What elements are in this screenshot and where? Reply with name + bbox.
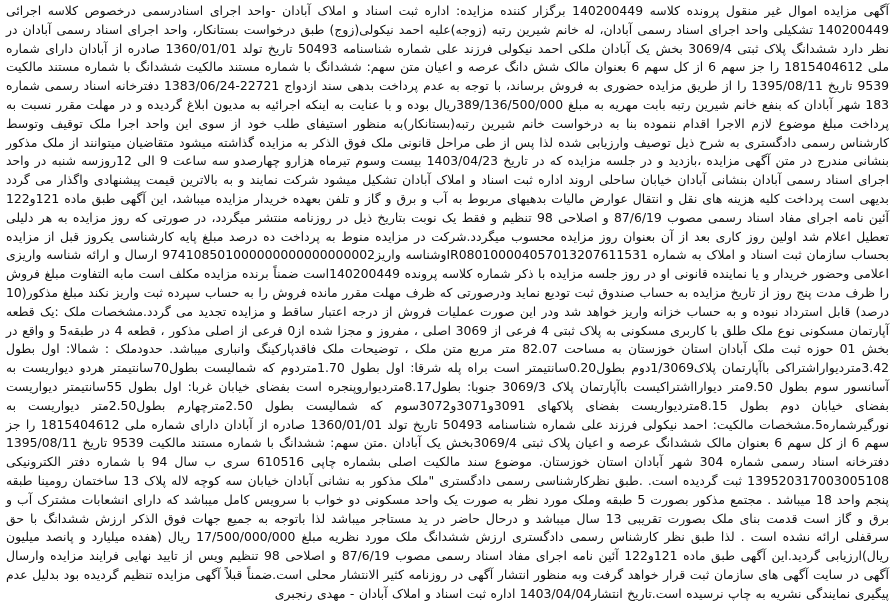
auction-notice-text: آگهی مزایده اموال غیر منقول پرونده کلاسه 140200449 برگزار کننده مزایده: اداره ثبت اسناد و املاک آبادان -واحد اجرای اسنادرسمی درخصوص کلاسه اجرائی 140200449 تشکیلی واحد اجرای اسناد رسمی آبادان، له خانم شیرین رتبه (زوجه)علیه احمد نیکولی(زوج) طبق درخواست بستانکار، واحد اجرای اسناد رسمی آبادان در نظر دارد ششدانگ پلاک ثبتی 3069/4 بخش یک آبادان ملکی احمد نیکولی فرزند علی شماره شناسنامه 50493 تاریخ تولد 1360/01/01 صادره از آبادان دارای شماره ملی 1815404612 را جز سهم 6 از کل سهم 6 بعنوان مالک شش دانگ عرصه و اعیان متن سهم: ششدانگ با شماره مستند مالکیت ششدانگ با شماره مستند مالکیت 9539 تاریخ 1395/08/11 را از طریق مزایده حضوری به فروش برساند، با توجه به عدم پرداخت بدهی سند ازدواج 22721-1383/06/24 دفترخانه اسناد رسمی شماره 183 شهر آبادان که بنفع خانم شیرین رتبه بابت مهریه به مبلغ 389/136/500/000ریال بوده و با عنایت به اینکه اجرائیه به مدیون ابلاغ گردیده و در مهلت مقرر نسبت به پرداخت مبلغ موضوع لازم الاجرا اقدام ننموده بنا به درخواست خانم شیرین رتبه(بستانکار)به منظور استیفای طلب خود از سوی این واحد اجرا ملک توقیف وتوسط کارشناس رسمی دادگستری به شرح ذیل توصیف وارزیابی شده لذا پس از طی مراحل قانونی ملک فوق الذکر به مزایده گذاشته میشود متقاضیان میتوانند از ملک مذکور بنشانی مندرج در متن آگهی مزایده ،بازدید و در جلسه مزایده که در تاریخ 1403/04/23 بیست وسوم تیرماه هزارو چهارصدو سه ساعت 9 الی 12روزسه شنبه در واحد اجرای اسناد رسمی آبادان بنشانی آبادان خیابان ساحلی اروند اداره ثبت اسناد و املاک آبادان تشکیل میشود شرکت نمایند و به بالاترین قیمت پیشنهادی واگذار می گردد بدیهی است پرداخت کلیه هزینه های نقل و انتقال عوارض مالیات بدهیهای مربوط به آب و برق و گاز و تلفن بعهده خریدار مزایده میباشد، این آگهی طبق ماده 121و122 آئین نامه اجرای مفاد اسناد رسمی مصوب 87/6/19 و اصلاحی 98 تنظیم و فقط یک نوبت بتاریخ ذیل در روزنامه منتشر میگردد، در صورتی که روز مزایده به هر دلیلی تعطیل اعلام شد اولین روز کاری بعد از آن بعنوان روز مزایده محسوب میگردد.شرکت در مزایده منوط به پرداخت ده درصد مبلغ پایه کارشناسی یکروز قبل از مزایده بحساب سازمان ثبت اسناد و املاک به شماره IR080100004057013207611531وشناسه واریز974108501000000000000000002 ارسال و ارائه شناسه واریزی اعلامی وحضور خریدار و یا نماینده قانونی او در روز جلسه مزایده با ذکر شماره کلاسه پرونده 140200449است ضمناً برنده مزایده مکلف است مابه التفاوت مبلغ فروش را ظرف مدت پنج روز از تاریخ مزایده به حساب صندوق ثبت تودیع نماید ودرصورتی که ظرف مهلت مقرر مانده فروش را به حساب سپرده ثبت واریز نکند مبلغ مذکور(10 درصد) قابل استرداد نبوده و به حساب خزانه واریز خواهد شد ودر این صورت عملیات فروش از درجه اعتبار ساقط و مزایده تجدید می گردد.مشخصات ملک :یک قطعه آپارتمان مسکونی نوع ملک طلق با کاربری مسکونی به پلاک ثبتی 4 فرعی از 3069 اصلی ، مفروز و مجزا شده از0 فرعی از اصلی مذکور ، قطعه 4 در طبقه5 و واقع در بخش 01 حوزه ثبت ملک آبادان استان خوزستان به مساحت 82.07 متر مربع متن ملک ، توضیحات ملک فاقدپارکینگ وانباری میباشد. حدودملک : شمالا: اول بطول 3.42متردیواراشتراکی باآپارتمان پلاک1/3069دوم بطول0.20سانتیمتر است براه پله شرقا: اول بطول 1.70متردوم که شمالیست بطول70سانتیمتر هردو دیواریست به آسانسور سوم بطول 9.50متر دیوارااشتراکیست باآپارتمان پلاک 3069/3 جنوبا: بطول8.17متردیواروپنجره است بفضای خیابان غربا: اول بطول 55سانتیمتر دیواریست بفضای خیابان دوم بطول 8.15متردیواریست بفضای پلاکهای 3091و3071و3072سوم که شمالیست بطول 2.50مترچهارم بطول2.50متر دیواریست به نورگیرشماره5.مشخصات مالکیت: احمد نیکولی فرزند علی شماره شناسنامه 50493 تاریخ تولد 1360/01/01 صادره از آبادان دارای شماره ملی 1815404612 را جز سهم 6 از کل سهم 6 بعنوان مالک ششدانگ عرصه و اعیان پلاک ثبتی 3069/4بخش یک آبادان .متن سهم: ششدانگ با شماره مستند مالکیت 9539 تاریخ 1395/08/11 دفترخانه اسناد رسمی شماره 304 شهر آبادان استان خوزستان. موضوع سند مالکیت اصلی بشماره چاپی 610516 سری ب سال 94 با شماره دفتر الکترونیکی 139520317003005108 ثبت گردیده است. .طبق نظرکارشناسی رسمی دادگستری "ملک مذکور به نشانی آبادان خیابان سه کوچه لاله پلاک 13 ساختمان رومینا طبقه پنجم واحد 18 میباشد . مجتمع مذکور بصورت 5 طبقه وملک مورد نظر به صورت یک واحد مسکونی دو خواب با سرویس کامل میباشد که دارای انشعابات مشترک آب و برق و گاز است قدمت بنای ملک بصورت تقریبی 13 سال میباشد و درحال حاضر در ید مستاجر میباشد لذا باتوجه به جمیع جهات فوق الذکر ارزش ششدانگ با حق سرقفلی ارائه نشده است . لذا طبق نظر کارشناس رسمی دادگستری ارزش ششدانگ ملک مورد نظریه مبلغ 17/500/000/000 ریال (هفده میلیارد و پانصد میلیون ریال)ارزیابی گردید.این آگهی طبق ماده 121و122 آئین نامه اجرای مفاد اسناد رسمی مصوب 87/6/19 و اصلاحی 98 تنظیم ویس از تایید نهایی فرایند مزایده وارسال آگهی در سایت آگهی های سازمان ثبت قرار خواهد گرفت وبه منظور انتشار آگهی در روزنامه کثیر الانتشار محلی است.ضمناً قبلاً آگهی مزایده تنظیم گردیده بود بدلیل عدم پیگیری نمایندگی نشریه به چاپ نرسیده است.تاریخ انتشار1403/04/04 اداره ثبت اسناد و املاک آبادان - مهدی رنجبری	[6, 3, 890, 601]
